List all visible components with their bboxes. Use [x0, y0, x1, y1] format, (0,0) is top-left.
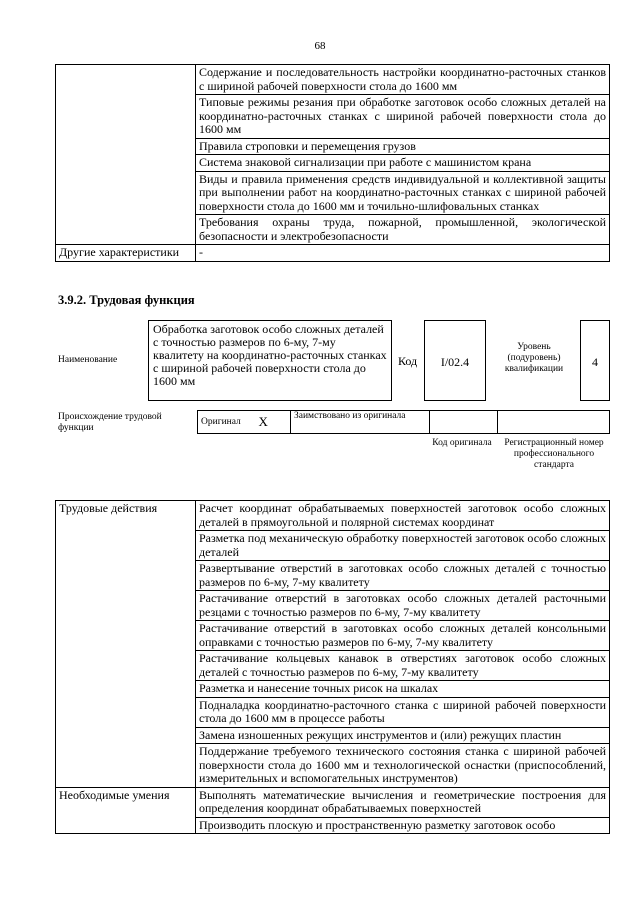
- borrowed-label: Заимствовано из оригинала: [291, 411, 430, 434]
- level-value-box: 4: [580, 320, 610, 401]
- table-cell: Типовые режимы резания при обработке заготовок особо сложных деталей на координатно-расточных станках с шириной рабочей поверхности стола до 1600 мм: [196, 95, 610, 139]
- row-label: Трудовые действия: [56, 501, 196, 788]
- table-cell: Выполнять математические вычисления и геометрические построения для определения координат обрабатываемых поверхностей: [196, 787, 610, 817]
- table-cell: Виды и правила применения средств индивидуальной и коллективной защиты при выполнении работ на координатно-расточных станках с шириной рабочей поверхности стола до 1600 мм и точильно-шлифовальных станках: [196, 171, 610, 215]
- table-cell: Расчет координат обрабатываемых поверхностей заготовок особо сложных деталей в прямоугольной и полярной системах координат: [196, 501, 610, 531]
- code-label: Код: [398, 354, 418, 368]
- name-label: Наименование: [58, 355, 118, 365]
- table-cell: Содержание и последовательность настройки координатно-расточных станков с шириной рабочей поверхности стола до 1600 мм: [196, 65, 610, 95]
- table-cell: Правила строповки и перемещения грузов: [196, 138, 610, 155]
- original-label: Оригинал: [198, 411, 256, 434]
- code-original-caption: Код оригинала: [432, 438, 492, 448]
- row-label: Необходимые умения: [56, 787, 196, 834]
- table-cell: Растачивание кольцевых канавок в отверстиях заготовок особо сложных деталей с точностью размеров по 6-му, 7-му квалитету: [196, 651, 610, 681]
- table-row: [56, 65, 610, 95]
- page-number: 68: [314, 40, 326, 52]
- section-heading: 3.9.2. Трудовая функция: [58, 293, 195, 307]
- table-cell: Растачивание отверстий в заготовках особо сложных деталей расточными резцами с точностью размеров по 6-му, 7-му квалитету: [196, 591, 610, 621]
- table-row: [56, 787, 610, 817]
- function-name-box: Обработка заготовок особо сложных деталей с точностью размеров по 6-му, 7-му квалитету на координатно-расточных станках с шириной рабочей поверхности стола до 1600 мм: [148, 320, 392, 401]
- actions-table: [55, 500, 610, 834]
- table-cell: Поддержание требуемого технического состояния станка с шириной рабочей поверхности стола до 1600 мм и технологической оснастки (приспособлений, измерительных и вспомогательных инструментов): [196, 744, 610, 788]
- table-row: [56, 245, 610, 262]
- knowledge-table: [55, 64, 610, 262]
- row-label: Другие характеристики: [56, 245, 196, 262]
- table-cell: Развертывание отверстий в заготовках особо сложных деталей с точностью размеров по 6-му, 7-му квалитету: [196, 561, 610, 591]
- reg-number-caption: Регистрационный номер профессионального стандарта: [504, 438, 604, 470]
- table-cell: Разметка под механическую обработку поверхностей заготовок особо сложных деталей: [196, 531, 610, 561]
- table-cell: Разметка и нанесение точных рисок на шкалах: [196, 681, 610, 698]
- reg-number-cell: [498, 411, 610, 434]
- table-cell: -: [196, 245, 610, 262]
- function-code-box: I/02.4: [424, 320, 486, 401]
- origin-label: Происхождение трудовой функции: [58, 412, 162, 433]
- table-cell: Растачивание отверстий в заготовках особо сложных деталей консольными оправками с точностью размеров по 6-му, 7-му квалитету: [196, 621, 610, 651]
- origin-table: [197, 410, 610, 434]
- table-cell: Система знаковой сигнализации при работе с машинистом крана: [196, 155, 610, 172]
- table-row: [56, 501, 610, 531]
- table-cell: Замена изношенных режущих инструментов и (или) режущих пластин: [196, 727, 610, 744]
- code-original-cell: [430, 411, 498, 434]
- level-label: Уровень (подуровень) квалификации: [504, 342, 564, 374]
- table-row: [198, 411, 610, 434]
- table-cell: Производить плоскую и пространственную разметку заготовок особо: [196, 817, 610, 834]
- original-mark: X: [256, 411, 291, 434]
- table-cell: Подналадка координатно-расточного станка с шириной рабочей поверхности стола до 1600 мм в процессе работы: [196, 697, 610, 727]
- table-cell: Требования охраны труда, пожарной, промышленной, экологической безопасности и электробезопасности: [196, 215, 610, 245]
- row-label: [56, 65, 196, 245]
